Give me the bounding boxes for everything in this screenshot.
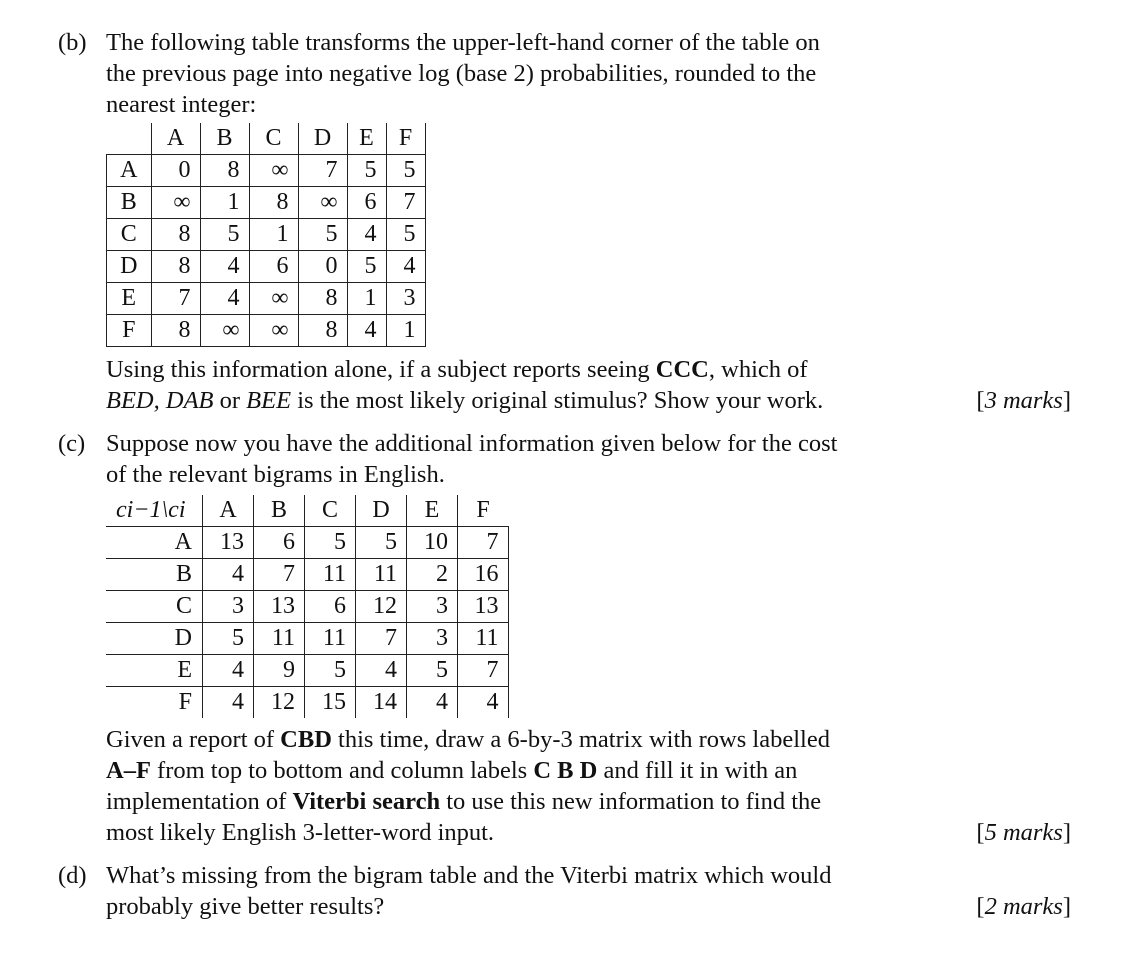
row-header: D [107,251,152,283]
part-c-marks: [5 marks] [976,819,1071,846]
table-cell: 7 [458,527,509,559]
table-cell: 8 [151,219,200,251]
part-d-question [106,860,944,922]
table-cell: 6 [254,527,305,559]
column-header: A [151,123,200,155]
marks-text: 5 marks [984,819,1063,846]
table-cell: 7 [458,655,509,687]
candidate-word: BEE [246,387,292,414]
table-cell: 13 [458,591,509,623]
table-cell: 1 [200,187,249,219]
column-header: E [407,495,458,527]
part-c-question [106,724,944,848]
part-d-line1: What’s missing from the bigram table and the Viterbi matrix which would [106,862,832,889]
table-cell: 11 [356,559,407,591]
part-c-question-line2 [106,755,944,786]
table-cell: 6 [347,187,386,219]
column-header: F [458,495,509,527]
candidate-words: BED, DAB [106,387,214,414]
table-cell: 5 [305,655,356,687]
table-cell: 5 [347,251,386,283]
table-cell: 2 [407,559,458,591]
column-header: A [203,495,254,527]
row-header: C [106,591,203,623]
part-b-label: (b) [58,29,87,56]
table-cell: 3 [386,283,425,315]
table-cell: ∞ [200,315,249,347]
table-cell: 12 [254,687,305,719]
table-cell: 13 [254,591,305,623]
part-b-question-line2 [106,385,944,416]
question-text: is the most likely original stimulus? Show your work. [291,387,824,414]
part-c-line2: of the relevant bigrams in English. [106,461,445,488]
part-b-marks: [3 marks] [976,387,1071,414]
table-header-row [107,123,426,155]
part-c-question-line4: most likely English 3-letter-word input. [106,819,495,846]
table-row [106,527,508,559]
table-corner: ci−1\ci [106,495,203,527]
table-cell: 5 [305,527,356,559]
table-cell: 1 [386,315,425,347]
table-row [106,655,508,687]
table-cell: 7 [254,559,305,591]
table-cell: 5 [356,527,407,559]
table-row [107,251,426,283]
table-cell: 11 [254,623,305,655]
table-row [106,559,508,591]
row-header: E [106,655,203,687]
table-cell: 9 [254,655,305,687]
marks-text: 2 marks [984,893,1063,920]
table-corner [107,123,152,155]
table-row [107,283,426,315]
table-cell: 5 [298,219,347,251]
table-cell: 8 [151,251,200,283]
table-cell: 0 [298,251,347,283]
table-cell: 5 [347,155,386,187]
row-header: D [106,623,203,655]
table-cell: 11 [458,623,509,655]
column-header: F [386,123,425,155]
row-header: F [107,315,152,347]
table-cell: 4 [203,559,254,591]
table-cell: 5 [200,219,249,251]
question-text: or [213,387,247,414]
row-header: E [107,283,152,315]
table-cell: 14 [356,687,407,719]
table-cell: 4 [200,283,249,315]
table-cell: ∞ [249,155,298,187]
part-b-line2: the previous page into negative log (base 2) probabilities, rounded to the [106,60,817,87]
part-b-intro [106,27,944,120]
part-c-question-line1 [106,724,944,755]
table-cell: ∞ [151,187,200,219]
table-cell: 7 [356,623,407,655]
table-cell: 16 [458,559,509,591]
table-cell: 3 [203,591,254,623]
table-cell: 10 [407,527,458,559]
part-c-label: (c) [58,430,86,457]
table-cell: 7 [298,155,347,187]
stimulus-report: CBD [280,726,332,753]
viterbi-term: Viterbi search [292,788,441,815]
table-cell: 7 [151,283,200,315]
table-cell: 12 [356,591,407,623]
row-header: A [106,527,203,559]
column-header: D [298,123,347,155]
table-cell: 4 [203,687,254,719]
table-cell: 0 [151,155,200,187]
part-c-question-line3 [106,786,944,817]
table-cell: 13 [203,527,254,559]
table-row [106,591,508,623]
bigram-cost-table [106,495,509,718]
table-cell: 6 [305,591,356,623]
part-d-label: (d) [58,862,87,889]
table-cell: 4 [356,655,407,687]
column-header: D [356,495,407,527]
question-text: to use this new information to find the [440,788,822,815]
table-cell: 8 [151,315,200,347]
table-cell: 11 [305,623,356,655]
neg-log-prob-table [106,123,426,347]
question-text: and fill it in with an [597,757,798,784]
question-text: Using this information alone, if a subject reports seeing [106,356,656,383]
table-row [107,219,426,251]
question-text: Given a report of [106,726,281,753]
part-b-line3: nearest integer: [106,91,257,118]
row-header: B [106,559,203,591]
marks-text: 3 marks [984,387,1063,414]
part-b-question-line1 [106,354,944,385]
table-cell: 5 [203,623,254,655]
table-cell: 3 [407,591,458,623]
row-header: F [106,687,203,719]
table-cell: 4 [407,687,458,719]
question-text: , which of [708,356,808,383]
part-c-line1: Suppose now you have the additional information given below for the cost [106,430,838,457]
table-cell: 11 [305,559,356,591]
part-c-intro [106,428,944,490]
question-text: this time, draw a 6-by-3 matrix with rows labelled [331,726,830,753]
part-b-line1: The following table transforms the upper-left-hand corner of the table on [106,29,820,56]
table-cell: 4 [200,251,249,283]
table-cell: 5 [407,655,458,687]
stimulus-report: CCC [655,356,709,383]
column-header: B [254,495,305,527]
table-cell: 5 [386,219,425,251]
column-header: C [249,123,298,155]
row-header: C [107,219,152,251]
table-cell: 4 [203,655,254,687]
row-labels: A–F [106,757,151,784]
part-d-marks: [2 marks] [976,893,1071,920]
table-row [106,623,508,655]
table-cell: 8 [249,187,298,219]
table-cell: 1 [347,283,386,315]
table-cell: 4 [386,251,425,283]
table-cell: 8 [298,315,347,347]
question-text: implementation of [106,788,293,815]
table-row [107,155,426,187]
table-cell: 5 [386,155,425,187]
column-header: C [305,495,356,527]
table-cell: 15 [305,687,356,719]
table-cell: 3 [407,623,458,655]
table-row [107,315,426,347]
table-cell: ∞ [298,187,347,219]
table-cell: ∞ [249,315,298,347]
table-row [107,187,426,219]
table-cell: 8 [200,155,249,187]
table-cell: 6 [249,251,298,283]
column-header: E [347,123,386,155]
part-d-line2: probably give better results? [106,893,385,920]
table-cell: 4 [458,687,509,719]
table-header-row [106,495,508,527]
table-cell: ∞ [249,283,298,315]
table-cell: 7 [386,187,425,219]
table-cell: 4 [347,315,386,347]
question-text: from top to bottom and column labels [150,757,534,784]
column-labels: C B D [533,757,598,784]
column-header: B [200,123,249,155]
row-header: B [107,187,152,219]
table-cell: 8 [298,283,347,315]
part-b-question [106,354,944,416]
table-cell: 4 [347,219,386,251]
row-header: A [107,155,152,187]
table-row [106,687,508,719]
table-cell: 1 [249,219,298,251]
